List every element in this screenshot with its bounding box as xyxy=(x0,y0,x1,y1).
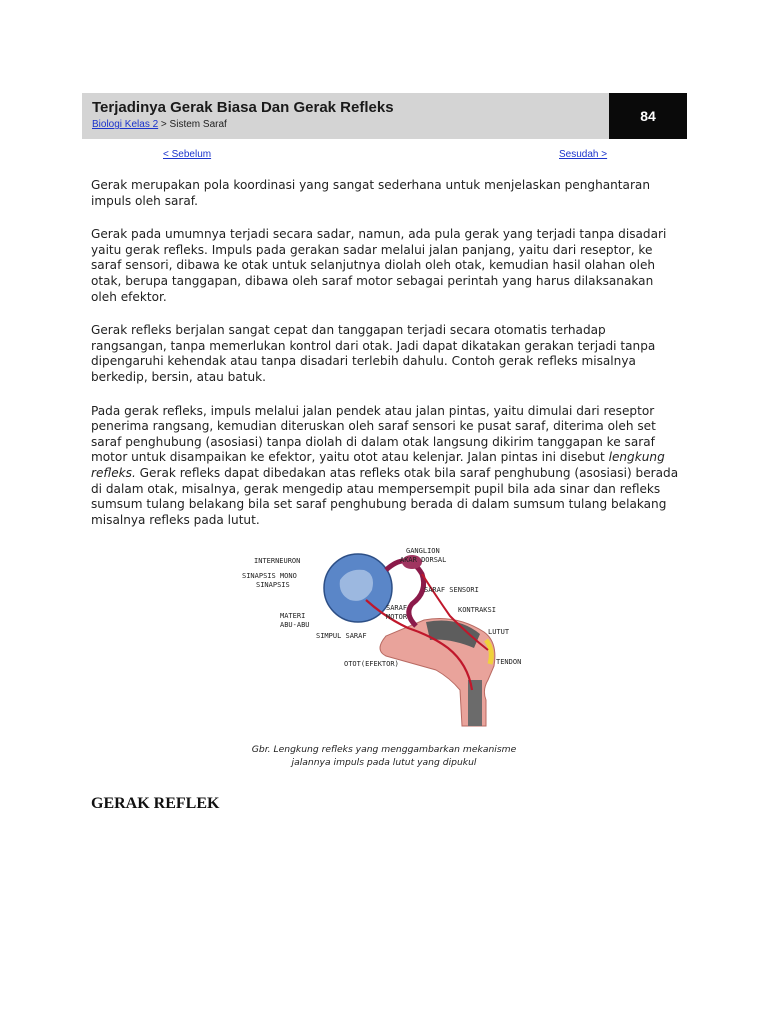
paragraph-3: Gerak refleks berjalan sangat cepat dan tanggapan terjadi secara otomatis terhadap rangsangan, tanpa memerlukan kontrol dari otak. Jadi dapat dikatakan gerakan terjadi tanpa dipengaruhi kehendak atau tanpa disadari terlebih dahulu. Contoh gerak refleks misalnya berkedip, bersin, atau batuk. xyxy=(91,323,656,384)
previous-link[interactable]: < Sebelum xyxy=(163,149,212,160)
paragraph-2: Gerak pada umumnya terjadi secara sadar, namun, ada pula gerak yang terjadi tanpa disadari yaitu gerak refleks. Impuls pada gerakan sadar melalui jalan panjang, yaitu dari reseptor, ke saraf sensori, dibawa ke otak untuk selanjutnya diolah oleh otak, kemudian hasil olahan oleh otak, berupa tanggapan, dibawa oleh saraf motor sebagai perintah yang harus dilaksanakan oleh efektor. xyxy=(91,227,667,304)
breadcrumb-link-biologi[interactable]: Biologi Kelas 2 xyxy=(92,119,159,130)
label-simpul-saraf: SIMPUL SARAF xyxy=(316,632,367,640)
paragraph-4-text-b: Gerak refleks dapat dibedakan atas refleks otak bila saraf penghubung (asosiasi) berada di dalam otak, misalnya, gerak mengedip atau mempersempit pupil bila ada sinar dan refleks sumsum tulang belakang bila set saraf penghubung berada di dalam sumsum tulang belakang misalnya refleks pada lutut. xyxy=(91,465,679,527)
figure-caption xyxy=(226,743,542,769)
shin-bone xyxy=(468,680,482,726)
label-saraf-motor-1: SARAF xyxy=(386,604,408,612)
label-tendon: TENDON xyxy=(496,658,522,666)
breadcrumb xyxy=(92,119,609,131)
reflex-arc-illustration xyxy=(236,540,532,730)
paragraph-1: Gerak merupakan pola koordinasi yang sangat sederhana untuk menjelaskan penghantaran impuls oleh saraf. xyxy=(91,178,651,208)
article-body xyxy=(91,178,681,546)
paragraph-4 xyxy=(91,404,681,529)
label-interneuron: INTERNEURON xyxy=(254,557,301,565)
label-lutut: LUTUT xyxy=(488,628,510,636)
label-saraf-motor-2: MOTOR xyxy=(386,613,408,621)
label-ganglion-1: GANGLION xyxy=(406,547,440,555)
label-ganglion-2: AKAR DORSAL xyxy=(400,556,447,564)
breadcrumb-current: > Sistem Saraf xyxy=(158,119,227,130)
header-text xyxy=(82,93,609,139)
label-materi-2: ABU-ABU xyxy=(280,621,310,629)
label-otot-efektor: OTOT(EFEKTOR) xyxy=(344,660,399,668)
page-number: 84 xyxy=(609,93,687,139)
page-title: Terjadinya Gerak Biasa Dan Gerak Refleks xyxy=(92,99,394,116)
section-heading: GERAK REFLEK xyxy=(91,795,220,812)
caption-line-1: Gbr. Lengkung refleks yang menggambarkan mekanisme xyxy=(251,744,517,755)
next-link[interactable]: Sesudah > xyxy=(559,149,608,160)
label-kontraksi: KONTRAKSI xyxy=(458,606,496,614)
caption-line-2: jalannya impuls pada lutut yang dipukul xyxy=(291,757,477,768)
label-materi-1: MATERI xyxy=(280,612,306,620)
label-sinapsis-1: SINAPSIS MONO xyxy=(242,572,297,580)
page-header xyxy=(82,93,687,139)
reflex-arc-figure xyxy=(236,540,532,730)
label-sinapsis-2: SINAPSIS xyxy=(256,581,290,589)
label-saraf-sensori: SARAF SENSORI xyxy=(424,586,479,594)
paragraph-4-text-a: Pada gerak refleks, impuls melalui jalan pendek atau jalan pintas, yaitu dimulai dari reseptor penerima rangsang, kemudian diteruskan oleh saraf sensori ke pusat saraf, diterima oleh set saraf penghubung (asosiasi) tanpa diolah di dalam otak langsung dikirim tanggapan ke saraf motor untuk disampaikan ke efektor, yaitu otot atau kelenjar. Jalan pintas ini disebut xyxy=(91,403,656,465)
term-lengkung-refleks: lengkung refleks. xyxy=(91,450,665,480)
